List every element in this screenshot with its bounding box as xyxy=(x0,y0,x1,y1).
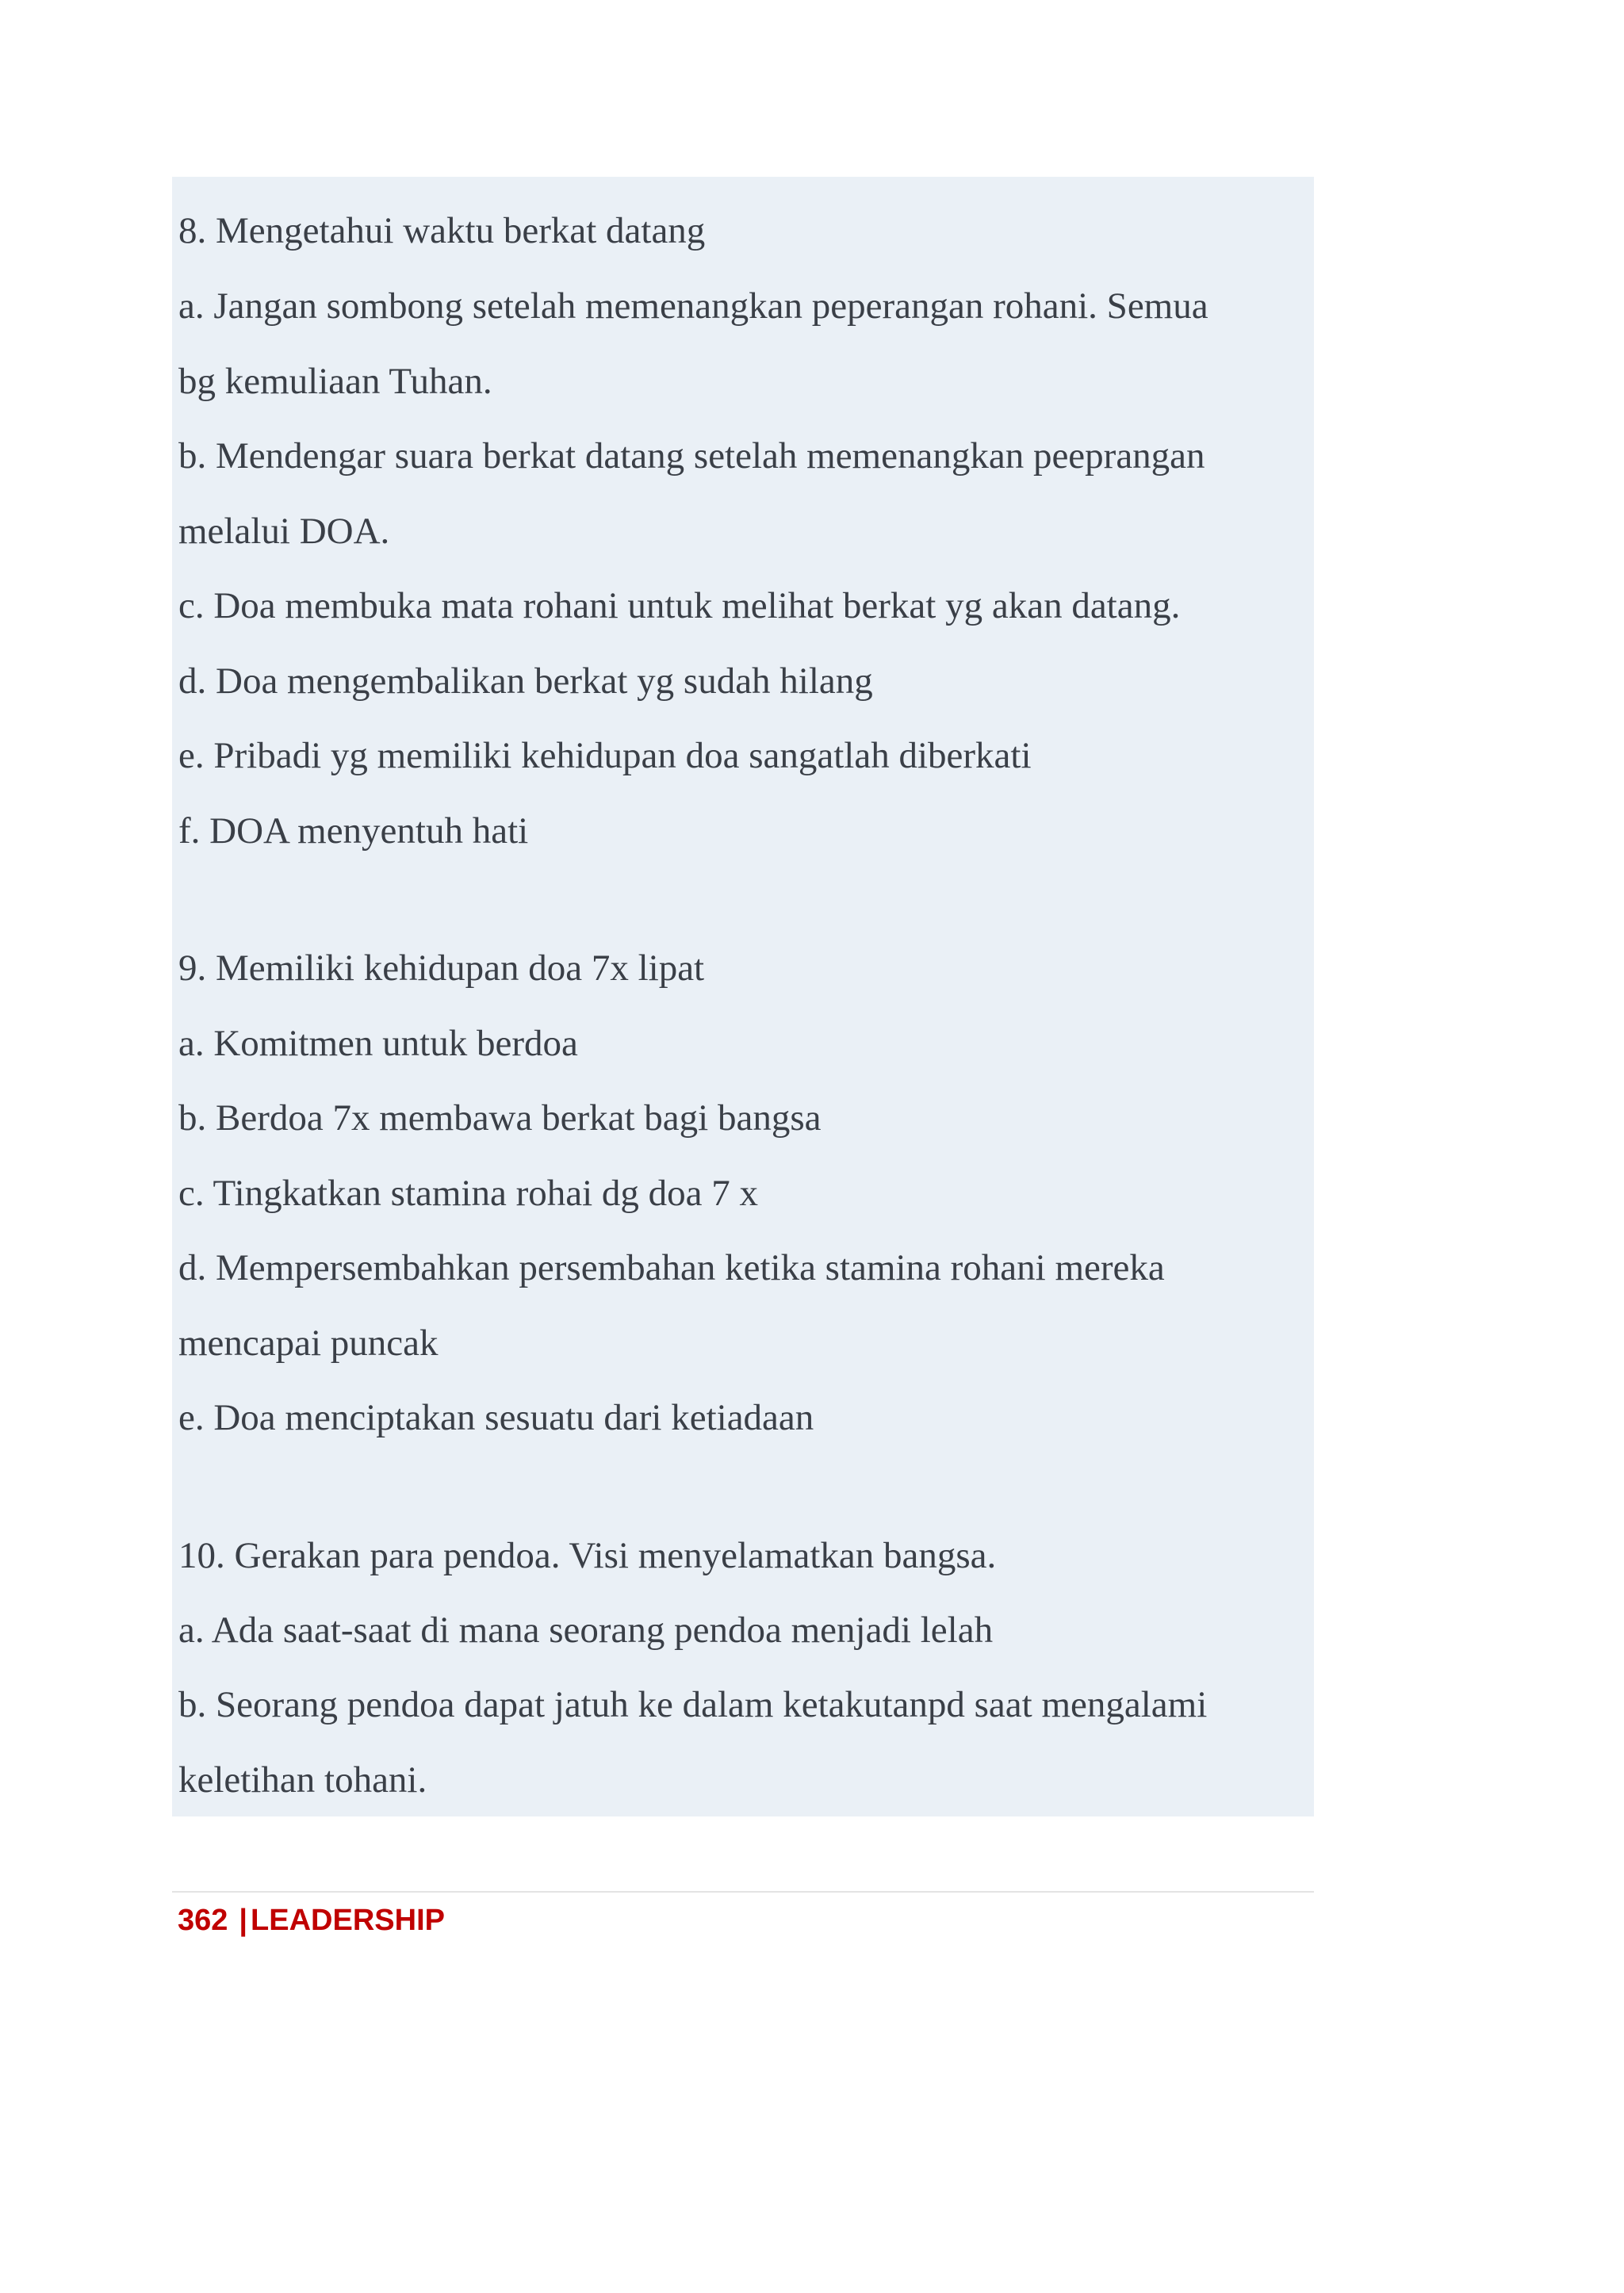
list-item-9d-cont: mencapai puncak xyxy=(178,1323,439,1364)
list-item-8e: e. Pribadi yg memiliki kehidupan doa sangatlah diberkati xyxy=(178,735,1032,776)
list-item-8c: c. Doa membuka mata rohani untuk melihat berkat yg akan datang. xyxy=(178,585,1181,626)
list-item-9b: b. Berdoa 7x membawa berkat bagi bangsa xyxy=(178,1097,822,1139)
list-item-10a: a. Ada saat-saat di mana seorang pendoa menjadi lelah xyxy=(178,1610,994,1651)
list-item-9e: e. Doa menciptakan sesuatu dari ketiadaan xyxy=(178,1397,814,1438)
list-item-10b: b. Seorang pendoa dapat jatuh ke dalam ketakutanpd saat mengalami xyxy=(178,1684,1208,1725)
list-item-9a: a. Komitmen untuk berdoa xyxy=(178,1023,578,1064)
footer-separator: | xyxy=(239,1904,248,1937)
section-title: LEADERSHIP xyxy=(251,1904,445,1937)
list-item-9d: d. Mempersembahkan persembahan ketika stamina rohani mereka xyxy=(178,1247,1165,1288)
page-number: 362 xyxy=(178,1904,228,1937)
heading-10: 10. Gerakan para pendoa. Visi menyelamatkan bangsa. xyxy=(178,1535,997,1576)
list-item-8b: b. Mendengar suara berkat datang setelah memenangkan peeprangan xyxy=(178,435,1205,477)
list-item-9c: c. Tingkatkan stamina rohai dg doa 7 x xyxy=(178,1173,759,1214)
list-item-8d: d. Doa mengembalikan berkat yg sudah hilang xyxy=(178,660,873,702)
content-box xyxy=(172,177,1314,1816)
list-item-8a-cont: bg kemuliaan Tuhan. xyxy=(178,361,492,402)
page-footer xyxy=(178,1897,445,1944)
footer-divider xyxy=(172,1891,1314,1893)
list-item-8b-cont: melalui DOA. xyxy=(178,511,390,552)
list-item-10b-cont: keletihan tohani. xyxy=(178,1759,427,1801)
heading-9: 9. Memiliki kehidupan doa 7x lipat xyxy=(178,947,705,989)
heading-8: 8. Mengetahui waktu berkat datang xyxy=(178,210,706,251)
list-item-8a: a. Jangan sombong setelah memenangkan peperangan rohani. Semua xyxy=(178,285,1208,327)
list-item-8f: f. DOA menyentuh hati xyxy=(178,810,529,852)
